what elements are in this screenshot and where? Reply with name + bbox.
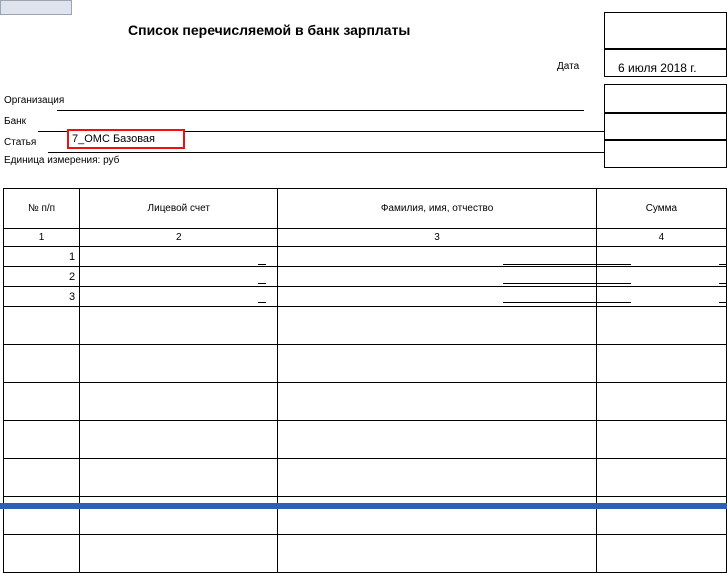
cell-number bbox=[4, 535, 80, 573]
cell-account bbox=[80, 383, 278, 421]
row-index: 1 bbox=[68, 250, 76, 263]
cell-account bbox=[80, 267, 278, 287]
cell-fio bbox=[278, 421, 596, 459]
cell-account bbox=[80, 535, 278, 573]
colnum-4: 4 bbox=[596, 229, 726, 247]
article-value: 7_ОМС Базовая bbox=[72, 133, 155, 145]
page-title: Список перечисляемой в банк зарплаты bbox=[128, 22, 411, 38]
cell-account bbox=[80, 459, 278, 497]
field-label-article: Статья bbox=[4, 137, 37, 148]
cell-fio bbox=[278, 535, 596, 573]
field-label-bank: Банк bbox=[4, 116, 27, 127]
colnum-2: 2 bbox=[80, 229, 278, 247]
cell-account bbox=[80, 247, 278, 267]
header-cell-number: № п/п bbox=[4, 189, 80, 229]
row-underline-edge bbox=[719, 264, 727, 265]
colnum-1: 1 bbox=[4, 229, 80, 247]
header-box-4 bbox=[604, 113, 727, 140]
cell-account bbox=[80, 307, 278, 345]
table-row bbox=[4, 345, 727, 383]
cell-number bbox=[4, 247, 80, 267]
header-cell-sum: Сумма bbox=[596, 189, 726, 229]
row-underline-sum bbox=[503, 264, 631, 265]
field-label-unit: Единица измерения: руб bbox=[4, 155, 120, 166]
cell-number bbox=[4, 383, 80, 421]
cell-sum bbox=[596, 383, 726, 421]
field-rule-article bbox=[48, 152, 604, 153]
cell-sum bbox=[596, 307, 726, 345]
header-cell-fio: Фамилия, имя, отчество bbox=[278, 189, 596, 229]
date-label: Дата bbox=[557, 61, 580, 72]
cell-number bbox=[4, 307, 80, 345]
cell-sum bbox=[596, 345, 726, 383]
cell-number bbox=[4, 459, 80, 497]
cell-fio bbox=[278, 287, 596, 307]
cell-number bbox=[4, 345, 80, 383]
field-label-organization: Организация bbox=[4, 95, 65, 106]
row-underline-account bbox=[258, 283, 266, 284]
field-rule-organization bbox=[57, 110, 584, 111]
cell-fio bbox=[278, 383, 596, 421]
cell-fio bbox=[278, 307, 596, 345]
cell-sum bbox=[596, 535, 726, 573]
table-row bbox=[4, 535, 727, 573]
table-row bbox=[4, 459, 727, 497]
table-row bbox=[4, 307, 727, 345]
selected-cell-marker bbox=[0, 0, 72, 15]
row-underline-sum bbox=[503, 302, 631, 303]
table-row bbox=[4, 421, 727, 459]
row-underline-account bbox=[258, 302, 266, 303]
header-cell-account: Лицевой счет bbox=[80, 189, 278, 229]
header-box-3 bbox=[604, 84, 727, 113]
header-box-1 bbox=[604, 12, 727, 49]
row-underline-account bbox=[258, 264, 266, 265]
cell-account bbox=[80, 287, 278, 307]
cell-fio bbox=[278, 459, 596, 497]
header-box-5 bbox=[604, 140, 727, 168]
colnum-3: 3 bbox=[278, 229, 596, 247]
date-value: 6 июля 2018 г. bbox=[618, 61, 697, 75]
row-underline-edge bbox=[719, 283, 727, 284]
table-header-row bbox=[4, 189, 727, 229]
cell-account bbox=[80, 421, 278, 459]
cell-sum bbox=[596, 287, 726, 307]
table-row bbox=[4, 287, 727, 307]
table-row bbox=[4, 383, 727, 421]
cell-account bbox=[80, 345, 278, 383]
row-underline-edge bbox=[719, 302, 727, 303]
cell-fio bbox=[278, 345, 596, 383]
row-index: 3 bbox=[68, 290, 76, 303]
horizontal-scrollbar[interactable] bbox=[0, 503, 727, 509]
cell-sum bbox=[596, 421, 726, 459]
cell-number bbox=[4, 287, 80, 307]
row-underline-sum bbox=[503, 283, 631, 284]
cell-sum bbox=[596, 459, 726, 497]
salary-table bbox=[3, 188, 727, 573]
row-index: 2 bbox=[68, 270, 76, 283]
table-column-number-row bbox=[4, 229, 727, 247]
cell-number bbox=[4, 267, 80, 287]
cell-number bbox=[4, 421, 80, 459]
